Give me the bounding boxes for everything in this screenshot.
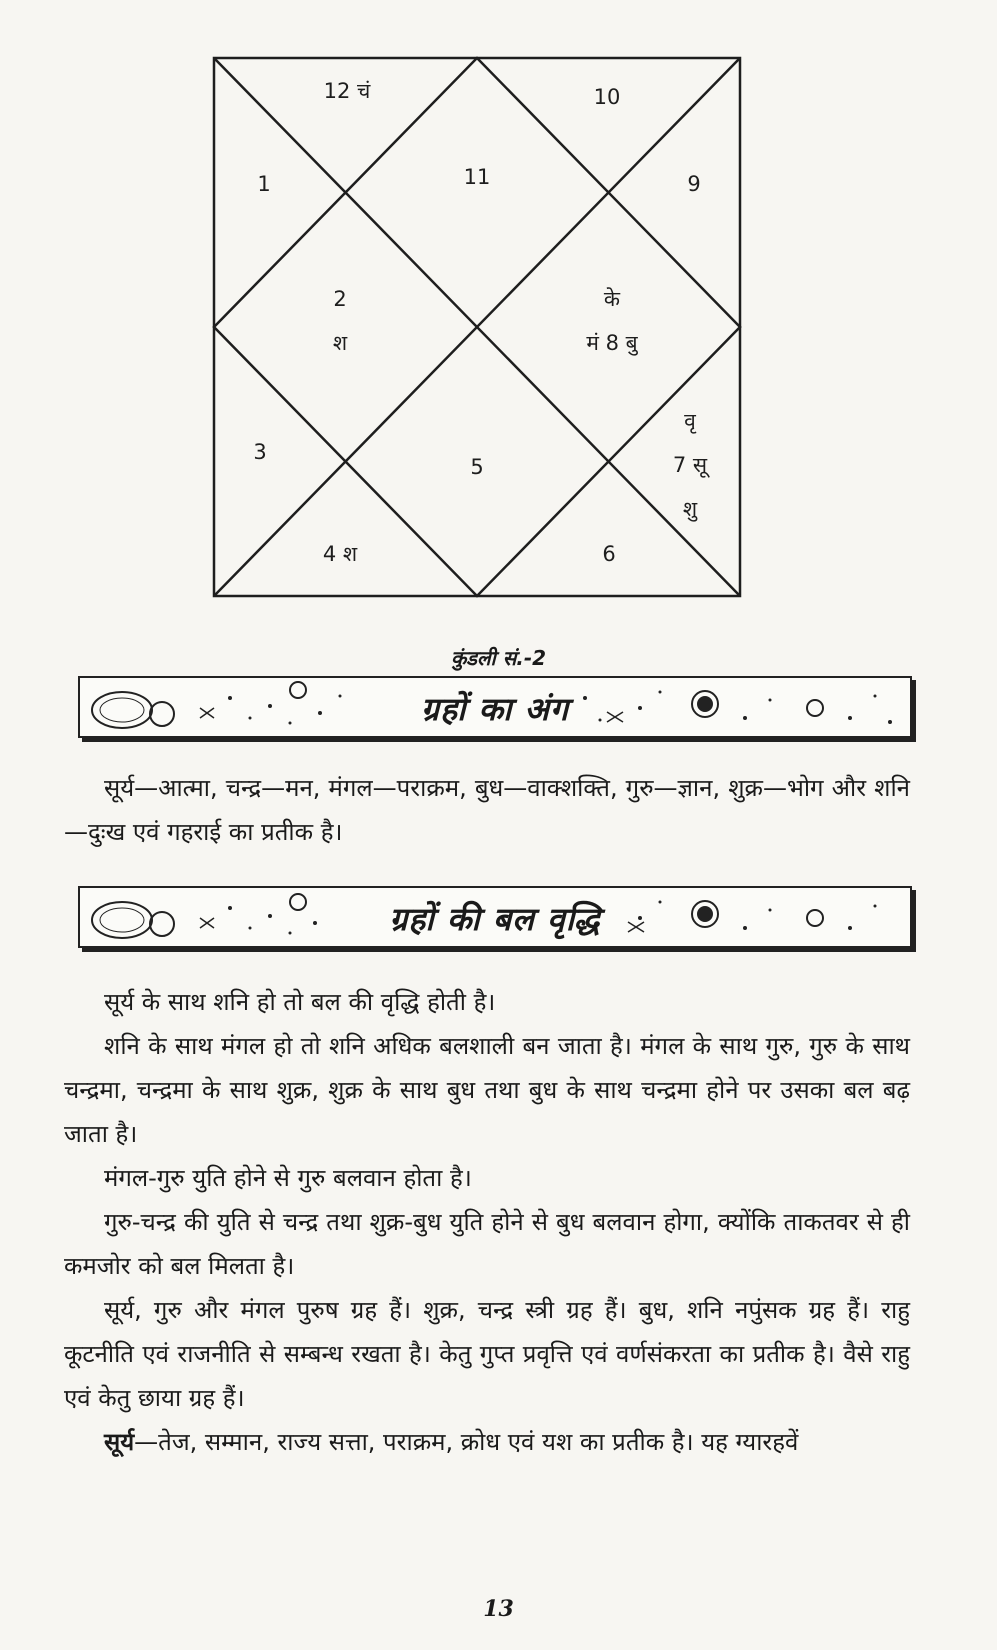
house-label-12: 12 चं [323,79,371,103]
section-banner-planet-organs [78,676,912,738]
section-heading: ग्रहों का अंग [411,690,579,728]
paragraph-6 [64,1420,910,1464]
house-label-3: 3 [253,440,267,464]
section1-paragraph: सूर्य—आत्मा, चन्द्र—मन, मंगल—पराक्रम, बुध—वाक्शक्ति, गुरु—ज्ञान, शुक्र—भोग और शनि—दुःख एवं गहराई का प्रतीक है। [64,774,910,846]
house-label-8: के [603,287,621,311]
paragraph-2: शनि के साथ मंगल हो तो शनि अधिक बलशाली बन जाता है। मंगल के साथ गुरु, गुरु के साथ चन्द्रमा, चन्द्रमा के साथ शुक्र, शुक्र के साथ बुध तथा बुध के साथ चन्द्रमा होने पर उसका बल बढ़ जाता है। [64,1032,910,1148]
house-label-7: वृ [684,409,696,433]
house-label-9: 9 [687,172,701,196]
paragraph-6-bold-term: सूर्य [104,1428,135,1456]
house-label-2: 2 [333,287,347,311]
house-label-7: शु [682,497,698,521]
chart-caption: कुंडली सं.-2 [450,646,547,670]
house-label-6: 6 [602,542,616,566]
paragraph-6-text: —तेज, सम्मान, राज्य सत्ता, पराक्रम, क्रोध एवं यश का प्रतीक है। यह ग्यारहवें [134,1428,799,1456]
house-label-5: 5 [470,455,484,479]
paragraph-4: गुरु-चन्द्र की युति से चन्द्र तथा शुक्र-बुध युति होने से बुध बलवान होगा, क्योंकि ताकतवर से ही कमजोर को बल मिलता है। [64,1208,910,1280]
house-label-2: श [332,331,348,355]
paragraph-5: सूर्य, गुरु और मंगल पुरुष ग्रह हैं। शुक्र, चन्द्र स्त्री ग्रह हैं। बुध, शनि नपुंसक ग्रह हैं। राहु कूटनीति एवं राजनीति से सम्बन्ध रखता है। केतु गुप्त प्रवृत्ति एवं वर्णसंकरता का प्रतीक है। वैसे राहु एवं केतु छाया ग्रह हैं। [64,1296,910,1412]
house-label-8: मं 8 बु [586,331,638,355]
house-label-7: 7 सू [672,453,708,477]
section-banner-planet-strength [78,886,912,948]
house-label-4: 4 श [322,542,358,566]
house-label-11: 11 [463,165,491,189]
paragraph-1: सूर्य के साथ शनि हो तो बल की वृद्धि होती है। [104,988,496,1016]
house-label-10: 10 [593,85,621,109]
paragraph-3: मंगल-गुरु युति होने से गुरु बलवान होता है। [104,1164,472,1192]
section-heading: ग्रहों की बल वृद्धि [379,900,610,938]
kundli-chart [212,56,742,598]
page-number: 13 [483,1596,514,1622]
house-label-1: 1 [257,172,271,196]
